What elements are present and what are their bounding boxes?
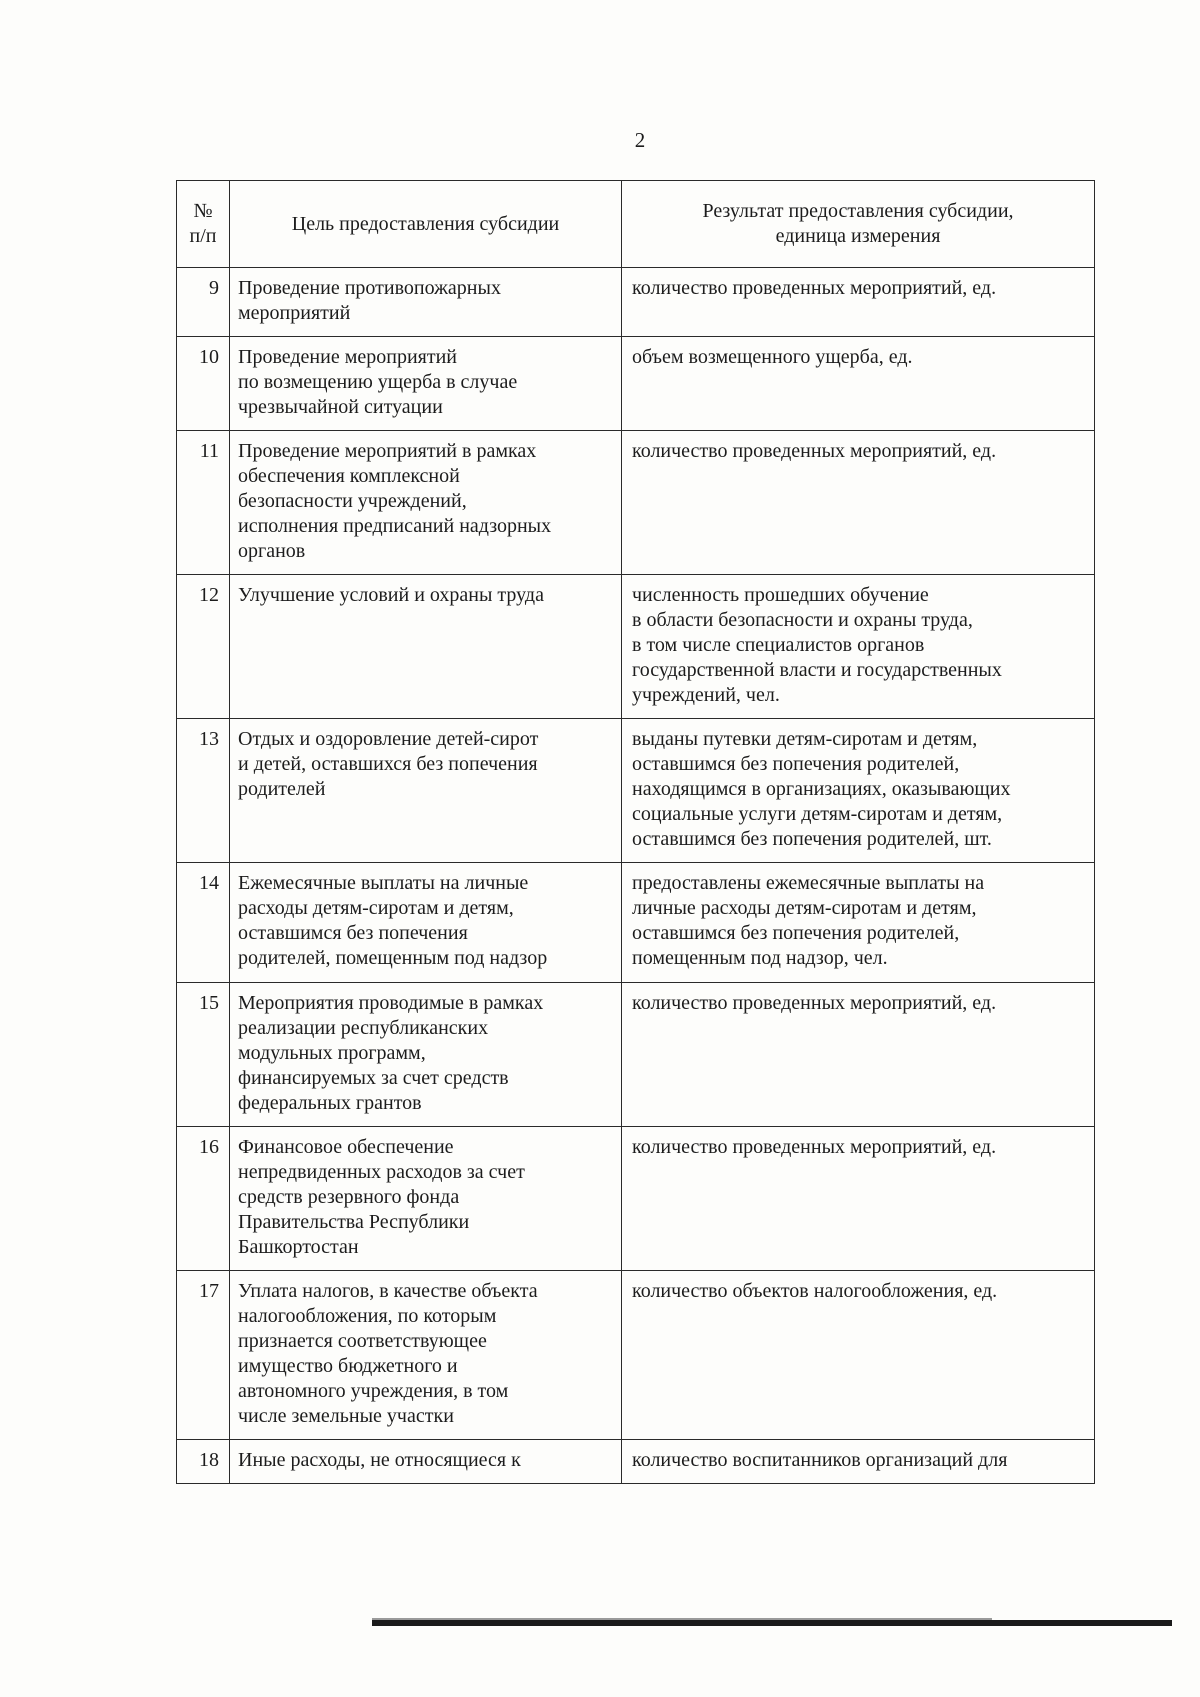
table-row (177, 337, 1095, 431)
header-goal: Цель предоставления субсидии (230, 181, 622, 268)
row-result: количество проведенных мероприятий, ед. (622, 268, 1095, 337)
header-number: № п/п (177, 181, 230, 268)
row-goal: Мероприятия проводимые в рамках реализации республиканских модульных программ, финансируемых за счет средств федеральных грантов (230, 983, 622, 1127)
header-result: Результат предоставления субсидии, единица измерения (622, 181, 1095, 268)
row-goal: Финансовое обеспечение непредвиденных расходов за счет средств резервного фонда Правительства Республики Башкортостан (230, 1127, 622, 1271)
table-row (177, 575, 1095, 719)
row-result: количество проведенных мероприятий, ед. (622, 1127, 1095, 1271)
row-result: количество объектов налогообложения, ед. (622, 1271, 1095, 1440)
row-result: численность прошедших обучение в области безопасности и охраны труда, в том числе специалистов органов государственной власти и государственных учреждений, чел. (622, 575, 1095, 719)
row-goal: Уплата налогов, в качестве объекта налогообложения, по которым признается соответствующее имущество бюджетного и автономного учреждения, в том числе земельные участки (230, 1271, 622, 1440)
subsidy-table (176, 180, 1095, 1484)
row-number: 14 (177, 863, 230, 983)
table-row (177, 1127, 1095, 1271)
row-number: 15 (177, 983, 230, 1127)
row-result: количество проведенных мероприятий, ед. (622, 431, 1095, 575)
row-number: 9 (177, 268, 230, 337)
row-goal: Проведение мероприятий в рамках обеспечения комплексной безопасности учреждений, исполнения предписаний надзорных органов (230, 431, 622, 575)
row-result: количество проведенных мероприятий, ед. (622, 983, 1095, 1127)
row-goal: Улучшение условий и охраны труда (230, 575, 622, 719)
row-result: количество воспитанников организаций для (622, 1440, 1095, 1484)
row-number: 18 (177, 1440, 230, 1484)
table-row (177, 431, 1095, 575)
row-number: 17 (177, 1271, 230, 1440)
table-row (177, 1440, 1095, 1484)
row-number: 13 (177, 719, 230, 863)
row-goal: Проведение противопожарных мероприятий (230, 268, 622, 337)
row-result: предоставлены ежемесячные выплаты на личные расходы детям-сиротам и детям, оставшимся без попечения родителей, помещенным под надзор, чел. (622, 863, 1095, 983)
row-number: 12 (177, 575, 230, 719)
row-goal: Проведение мероприятий по возмещению ущерба в случае чрезвычайной ситуации (230, 337, 622, 431)
table-row (177, 1271, 1095, 1440)
row-goal: Иные расходы, не относящиеся к (230, 1440, 622, 1484)
row-number: 11 (177, 431, 230, 575)
table-row (177, 719, 1095, 863)
table-header-row (177, 181, 1095, 268)
row-result: объем возмещенного ущерба, ед. (622, 337, 1095, 431)
table-row (177, 268, 1095, 337)
row-goal: Ежемесячные выплаты на личные расходы детям-сиротам и детям, оставшимся без попечения родителей, помещенным под надзор (230, 863, 622, 983)
row-number: 16 (177, 1127, 230, 1271)
page-number: 2 (634, 128, 646, 152)
row-number: 10 (177, 337, 230, 431)
row-result: выданы путевки детям-сиротам и детям, оставшимся без попечения родителей, находящимся в организациях, оказывающих социальные услуги детям-сиротам и детям, оставшимся без попечения родителей, шт. (622, 719, 1095, 863)
table-row (177, 863, 1095, 983)
table-row (177, 983, 1095, 1127)
scan-bottom-bar (372, 1620, 1172, 1626)
row-goal: Отдых и оздоровление детей-сирот и детей, оставшихся без попечения родителей (230, 719, 622, 863)
